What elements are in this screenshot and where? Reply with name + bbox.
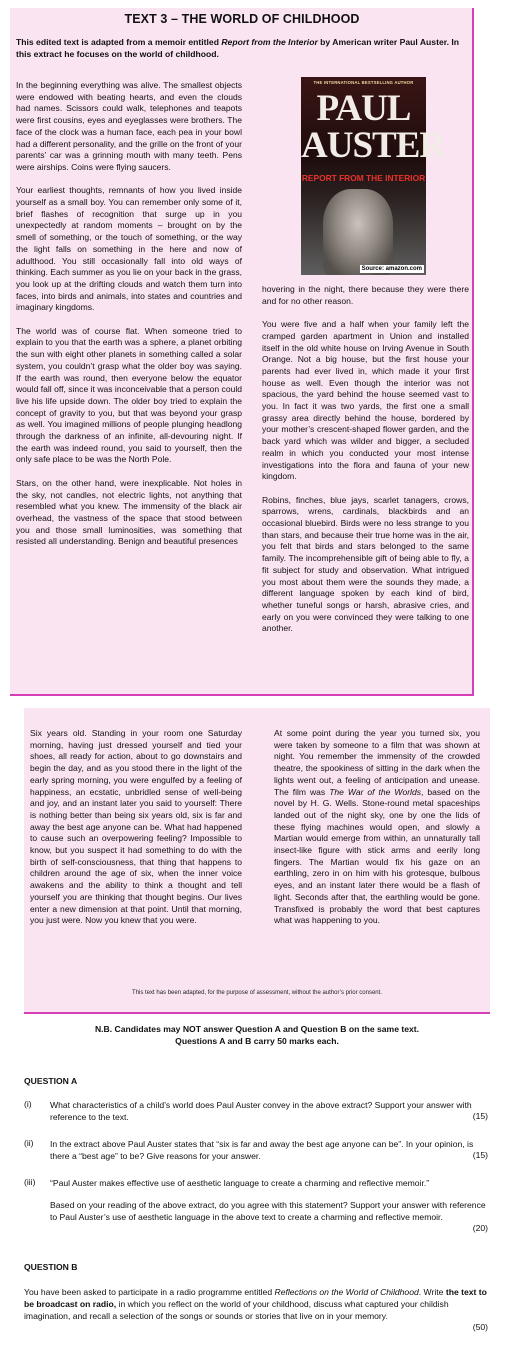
cover-author-last: AUSTER xyxy=(301,125,446,166)
paragraph: In the beginning everything was alive. The smallest objects were endowed with beating hearts, and even the clouds had names. Scissors could walk, telephones and teapots were first cousins, eyes and eyeglasses were brothers. The face of the clock was a human face, each pea in your bowl had a different personality, and the grille on the front of your parents’ car was a grinning mouth with many teeth. Pens were airships. Coins were flying saucers. xyxy=(16,80,242,172)
paragraph: The world was of course flat. When someone tried to explain to you that the earth was a sphere, a planet orbiting the sun with eight other planets in something called a solar system, you couldn’t grasp what the older boy was saying. If the earth was round, then everyone below the equator would fall off, since it was inconceivable that a person could live his life upside down. The older boy tried to explain the concept of gravity to you, but that was beyond your grasp as well. You imagined millions of people plunging headlong through the darkness of an infinite, all-devouring night. If the earth was indeed round, you said to yourself, then the only safe place to be was the North Pole. xyxy=(16,325,242,465)
cover-author-first: PAUL xyxy=(316,88,411,129)
question-a-text-1: What characteristics of a child’s world does Paul Auster convey in the above extract? Support your answer with reference to the text. xyxy=(50,1100,472,1122)
intro-paragraph: This edited text is adapted from a memoir entitled Report from the Interior by American writer Paul Auster. In this extract he focuses on the world of childhood. xyxy=(16,37,460,59)
question-a-marks-2: (15) xyxy=(472,1150,488,1160)
question-a-num-1: (i) xyxy=(24,1099,32,1109)
cover-tagline: THE INTERNATIONAL BESTSELLING AUTHOR xyxy=(313,80,414,85)
paragraph: You were five and a half when your family left the cramped garden apartment in Union and installed itself in the old white house on Irving Avenue in South Orange. Not a big house, but the first house your parents had ever lived in, which made it your first house as well. Even though the interior was not spacious, the yard behind the house seemed vast to you. In fact it was two yards, the first one a small grassy area directly behind the house, bordered by your mother’s crescent-shaped flower garden, and the back yard which was wilder and bigger, a secluded realm in which you conducted your most intense investigations into the flora and fauna of your new kingdom. xyxy=(262,319,469,482)
paragraph: Your earliest thoughts, remnants of how you lived inside yourself as a small boy. You can remember only some of it, brief flashes of recognition that surge up in you unexpectedly at random moments – brought on by the smell of something, or the touch of something, or the way the light falls on something in the here and now of adulthood. You still occasionally fall into old ways of thinking. Each summer as you lie on your back in the grass, you look up at the drifting clouds and watch them turn into faces, into birds and animals, into states and countries and imaginary kingdoms. xyxy=(16,185,242,313)
paragraph: Robins, finches, blue jays, scarlet tanagers, crows, sparrows, wrens, cardinals, blackbirds and an occasional bluebird. Birds were no less strange to you than stars, and because their true home was in the air, you felt that birds and stars belonged to the same family. The incomprehensible gift of being able to fly, a fit subject for study and observation. What intrigued you most about them were the sounds they made, a different language spoken by each kind of bird, whether tuneful songs or harsh, abrasive cries, and early on you were convinced they were talking to one another. xyxy=(262,494,469,634)
paragraph: hovering in the night, there because they were there and for no other reason. xyxy=(262,284,469,306)
nb-line-2: Questions A and B carry 50 marks each. xyxy=(175,1036,339,1046)
right-column xyxy=(262,284,469,635)
adapted-note: This text has been adapted, for the purpose of assessment, without the author’s prior consent. xyxy=(132,990,382,996)
paragraph: At some point during the year you turned six, you were taken by someone to a film that was shown at night. You remember the immensity of the crowded theatre, the spookiness of sitting in the dark when the lights went out, a feeling of anticipation and unease. The film was The War of the Worlds, based on the novel by H. G. Wells. Stone-round metal spaceships landed out of the night sky, one by one the lids of these flying machines would open, and slowly a Martian would emerge from within, an unnaturally tall insect-like figure with stick arms and eerily long fingers. The Martian would fix his gaze on an earthling, zero in on him with his grotesque, bulbous eyes, and an instant later there would be a flash of light. Seconds after that, the earthling would be gone. Transfixed is probably the word that best captures what was happening to you. xyxy=(274,728,480,926)
question-a-marks-1: (15) xyxy=(472,1111,488,1121)
question-b-text: You have been asked to participate in a radio programme entitled Reflections on the World of Childhood. Write the text to be broadcast on radio, in which you reflect on the world of your childhood, discuss what captured your childish imagination, and recall a selection of the songs or sounds or stories that live on in your memory. xyxy=(24,1287,487,1321)
paragraph: Stars, on the other hand, were inexplicable. Not holes in the sky, not candles, not electric lights, not anything that resembled what you knew. The immensity of the black air overhead, the vastness of the space that stood between you and those small luminosities, was something that resisted all understanding. Benign and beautiful presences xyxy=(16,477,242,547)
nb-line-1: N.B. Candidates may NOT answer Question A and Question B on the same text. xyxy=(94,1024,420,1034)
film-title: The War of the Worlds xyxy=(329,786,421,797)
question-b-heading: QUESTION B xyxy=(24,1262,78,1272)
question-a-heading: QUESTION A xyxy=(24,1076,78,1086)
intro-book-title: Report from the Interior xyxy=(221,37,318,47)
left-column xyxy=(16,80,242,548)
programme-title: Reflections on the World of Childhood xyxy=(274,1287,419,1297)
question-a-marks-3: (20) xyxy=(472,1223,488,1233)
cover-book-title: REPORT FROM THE INTERIOR xyxy=(301,173,426,183)
box2-right-column xyxy=(274,728,480,927)
question-a-text-3: “Paul Auster makes effective use of aesthetic language to create a charming and reflective memoir.” xyxy=(50,1178,430,1188)
question-a-text-3b: Based on your reading of the above extract, do you agree with this statement? Support your answer with reference to Paul Auster’s use of aesthetic language in the above text to create a charming and reflective memoir. xyxy=(50,1200,486,1222)
box2-left-column xyxy=(30,728,242,927)
paragraph: Six years old. Standing in your room one Saturday morning, having just dressed yourself and tied your shoes, all ready for action, about to go downstairs and begin the day, and as you stood there in the light of the early spring morning, you were engulfed by a feeling of happiness, an ecstatic, unbridled sense of well-being and joy, and an instant later you said to yourself: There is nothing better than being six years old, six is far and away the best age anyone can be. What had happened to cause such an overpowering feeling? Impossible to know, but you suspect it had something to do with the birth of self-consciousness, that thing that happens to children around the age of six, when the inner voice awakens and the ability to think a thought and tell yourself you are thinking that thought begins. Our lives enter a new dimension at that point. Until that morning, you just were. Now you knew that you were. xyxy=(30,728,242,926)
question-a-num-2: (ii) xyxy=(24,1138,34,1148)
question-a-num-3: (iii) xyxy=(24,1177,36,1187)
image-source: Source: amazon.com xyxy=(361,266,422,272)
boy-portrait-icon xyxy=(323,189,393,275)
page-title: TEXT 3 – THE WORLD OF CHILDHOOD xyxy=(124,12,360,26)
question-b-marks: (50) xyxy=(472,1322,488,1332)
question-a-text-2: In the extract above Paul Auster states that “six is far and away the best age anyone can be”. In your opinion, is there a “best age” to be? Give reasons for your answer. xyxy=(50,1139,474,1161)
book-cover-image xyxy=(301,77,446,275)
